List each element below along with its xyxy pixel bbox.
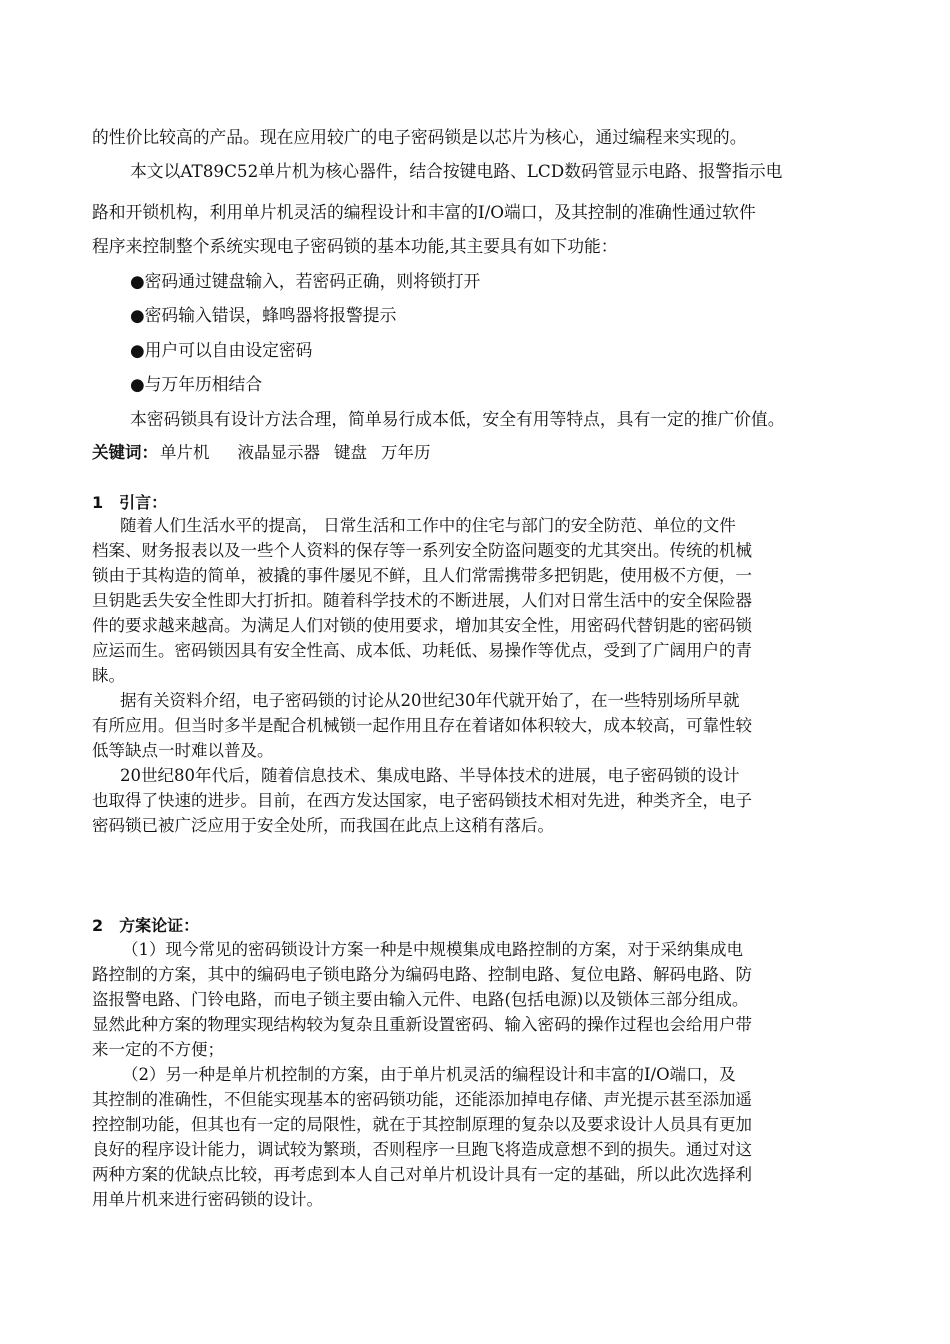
paragraph-line: 档案、财务报表以及一些个人资料的保存等一系列安全防盗问题变的尤其突出。传统的机械 — [92, 541, 752, 560]
paragraph-line: （1）现今常见的密码锁设计方案一种是中规模集成电路控制的方案，对于采纳集成电 — [122, 940, 743, 959]
abstract-line: 路和开锁机构，利用单片机灵活的编程设计和丰富的I/O端口，及其控制的准确性通过软件 — [92, 202, 756, 222]
abstract-line: 的性价比较高的产品。现在应用较广的电子密码锁是以芯片为核心，通过编程来实现的。 — [92, 127, 747, 147]
paragraph-line: 据有关资料介绍，电子密码锁的讨论从20世纪30年代就开始了，在一些特别场所早就 — [120, 691, 740, 710]
feature-item: ●与万年历相结合 — [130, 374, 263, 394]
paragraph-line: （2）另一种是单片机控制的方案，由于单片机灵活的编程设计和丰富的I/O端口，及 — [122, 1065, 736, 1084]
paragraph-line: 也取得了快速的进步。目前，在西方发达国家，电子密码锁技术相对先进，种类齐全，电子 — [92, 791, 752, 810]
paragraph-line: 锁由于其构造的简单，被撬的事件屡见不鲜，且人们常需携带多把钥匙，使用极不方便，一 — [92, 566, 752, 585]
paragraph-line: 应运而生。密码锁因具有安全性高、成本低、功耗低、易操作等优点，受到了广阔用户的青 — [92, 641, 752, 660]
abstract-line: 程序来控制整个系统实现电子密码锁的基本功能,其主要具有如下功能： — [92, 236, 618, 256]
keyword: 万年历 — [381, 443, 431, 462]
paragraph-line: 件的要求越来越高。为满足人们对锁的使用要求，增加其安全性，用密码代替钥匙的密码锁 — [92, 616, 752, 635]
paragraph-line: 路控制的方案，其中的编码电子锁电路分为编码电路、控制电路、复位电路、解码电路、防 — [92, 965, 752, 984]
paragraph-line: 两种方案的优缺点比较，再考虑到本人自己对单片机设计具有一定的基础，所以此次选择利 — [92, 1165, 752, 1184]
keyword: 键盘 — [334, 443, 367, 462]
paragraph-line: 随着人们生活水平的提高， 日常生活和工作中的住宅与部门的安全防范、单位的文件 — [120, 516, 736, 535]
keywords-row — [92, 443, 431, 463]
keyword: 液晶显示器 — [237, 443, 320, 462]
feature-item: ●密码通过键盘输入，若密码正确，则将锁打开 — [130, 271, 481, 291]
paragraph-line: 旦钥匙丢失安全性即大打折扣。随着科学技术的不断进展，人们对日常生活中的安全保险器 — [92, 591, 752, 610]
paragraph-line: 显然此种方案的物理实现结构较为复杂且重新设置密码、输入密码的操作过程也会给用户带 — [92, 1015, 752, 1034]
section-title: 1 引言： — [92, 493, 168, 512]
paragraph-line: 20世纪80年代后，随着信息技术、集成电路、半导体技术的进展，电子密码锁的设计 — [120, 766, 740, 785]
paragraph-line: 盗报警电路、门铃电路，而电子锁主要由输入元件、电路(包括电源)以及锁体三部分组成。 — [92, 990, 749, 1009]
section-title: 2 方案论证： — [92, 916, 200, 935]
paragraph-line: 来一定的不方便； — [92, 1040, 224, 1059]
paragraph-line: 其控制的准确性，不但能实现基本的密码锁功能，还能添加掉电存储、声光提示甚至添加遥 — [92, 1090, 752, 1109]
abstract-line: 本文以AT89C52单片机为核心器件，结合按键电路、LCD数码管显示电路、报警指示电 — [130, 161, 783, 181]
paragraph-line: 低等缺点一时难以普及。 — [92, 741, 274, 760]
paragraph-line: 密码锁已被广泛应用于安全处所，而我国在此点上这稍有落后。 — [92, 816, 554, 835]
paragraph-line: 良好的程序设计能力，调试较为繁琐，否则程序一旦跑飞将造成意想不到的损失。通过对这 — [92, 1140, 752, 1159]
paragraph-line: 控控制功能，但其也有一定的局限性，就在于其控制原理的复杂以及要求设计人员具有更加 — [92, 1115, 752, 1134]
abstract-closing: 本密码锁具有设计方法合理，简单易行成本低，安全有用等特点，具有一定的推广价值。 — [130, 409, 785, 429]
feature-item: ●密码输入错误，蜂鸣器将报警提示 — [130, 305, 397, 325]
paragraph-line: 有所应用。但当时多半是配合机械锁一起作用且存在着诸如体积较大，成本较高，可靠性较 — [92, 716, 752, 735]
paragraph-line: 睐。 — [92, 666, 125, 685]
paragraph-line: 用单片机来进行密码锁的设计。 — [92, 1190, 323, 1209]
keywords-label: 关键词： — [92, 443, 158, 462]
feature-item: ●用户可以自由设定密码 — [130, 340, 313, 360]
keyword: 单片机 — [160, 443, 210, 462]
